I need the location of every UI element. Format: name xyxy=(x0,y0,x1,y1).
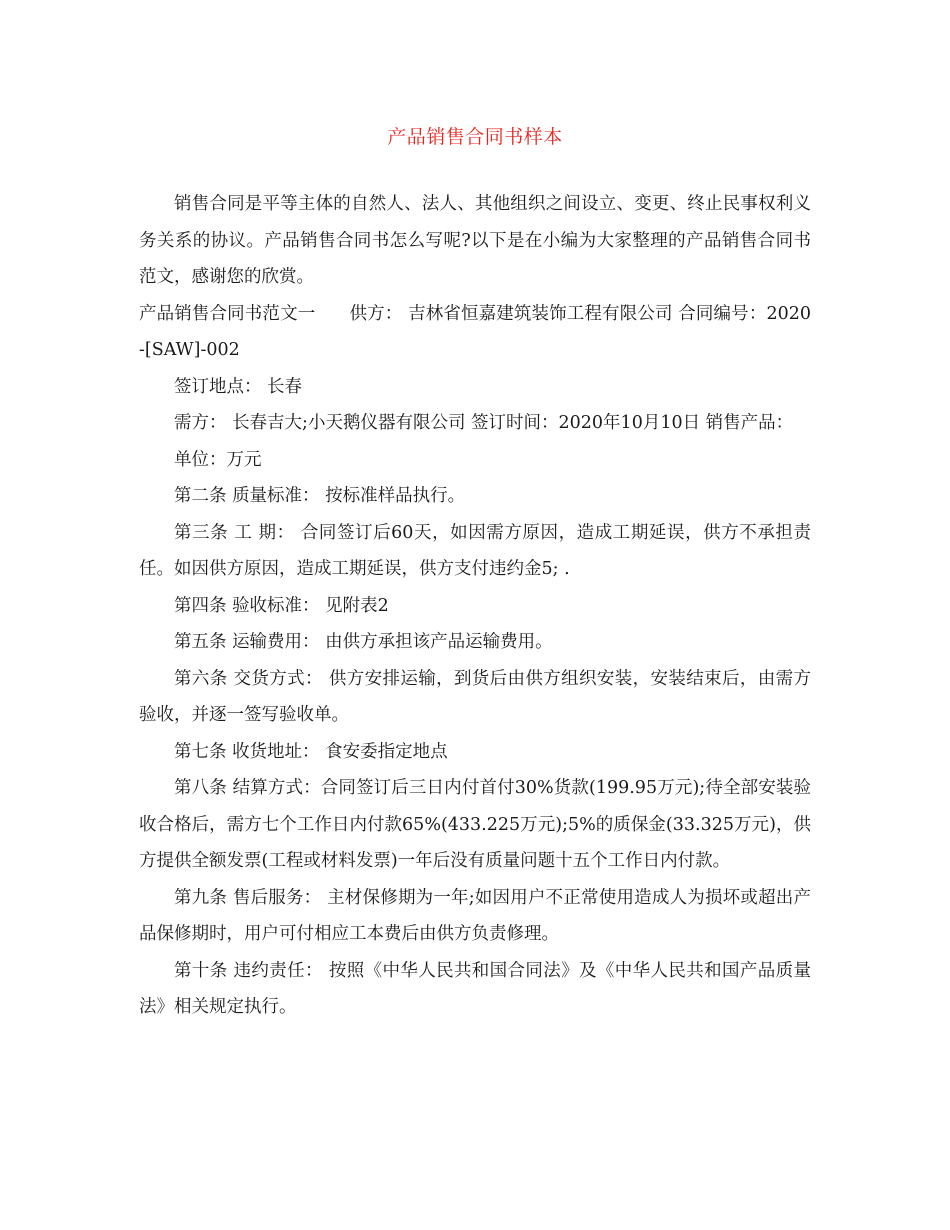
clause-6: 第六条 交货方式： 供方安排运输，到货后由供方组织安装，安装结束后，由需方验收，并逐一签写验收单。 xyxy=(139,668,811,725)
clause-2: 第二条 质量标准： 按标准样品执行。 xyxy=(174,486,466,506)
clause-10: 第十条 违约责任： 按照《中华人民共和国合同法》及《中华人民共和国产品质量法》相关规定执行。 xyxy=(139,960,811,1017)
buyer-line: 需方： 长春吉大;小天鹅仪器有限公司 签订时间：2020年10月10日 销售产品： xyxy=(174,413,794,433)
contract-header-line: 产品销售合同书范文一 供方： 吉林省恒嘉建筑装饰工程有限公司 合同编号：2020-[SAW]-002 xyxy=(139,303,811,360)
document-body xyxy=(139,186,811,1026)
intro-paragraph: 销售合同是平等主体的自然人、法人、其他组织之间设立、变更、终止民事权利义务关系的协议。产品销售合同书怎么写呢?以下是在小编为大家整理的产品销售合同书范文，感谢您的欣赏。 xyxy=(139,194,811,287)
clause-3: 第三条 工 期： 合同签订后60天，如因需方原因，造成工期延误，供方不承担责任。如因供方原因，造成工期延误，供方支付违约金5; . xyxy=(139,522,811,579)
clause-5: 第五条 运输费用： 由供方承担该产品运输费用。 xyxy=(174,632,553,652)
clause-9: 第九条 售后服务： 主材保修期为一年;如因用户不正常使用造成人为损坏或超出产品保修期时，用户可付相应工本费后由供方负责修理。 xyxy=(139,887,811,944)
document-title: 产品销售合同书样本 xyxy=(387,126,563,148)
clause-4: 第四条 验收标准： 见附表2 xyxy=(174,595,389,616)
clause-8: 第八条 结算方式：合同签订后三日内付首付30%货款(199.95万元);待全部安装验收合格后，需方七个工作日内付款65%(433.225万元);5%的质保金(33.325万元)，供方提供全额发票(工程或材料发票)一年后没有质量问题十五个工作日内付款。 xyxy=(139,778,811,871)
clause-7: 第七条 收货地址： 食安委指定地点 xyxy=(174,741,448,762)
sign-place-line: 签订地点： 长春 xyxy=(174,376,303,397)
unit-line: 单位：万元 xyxy=(174,449,262,470)
